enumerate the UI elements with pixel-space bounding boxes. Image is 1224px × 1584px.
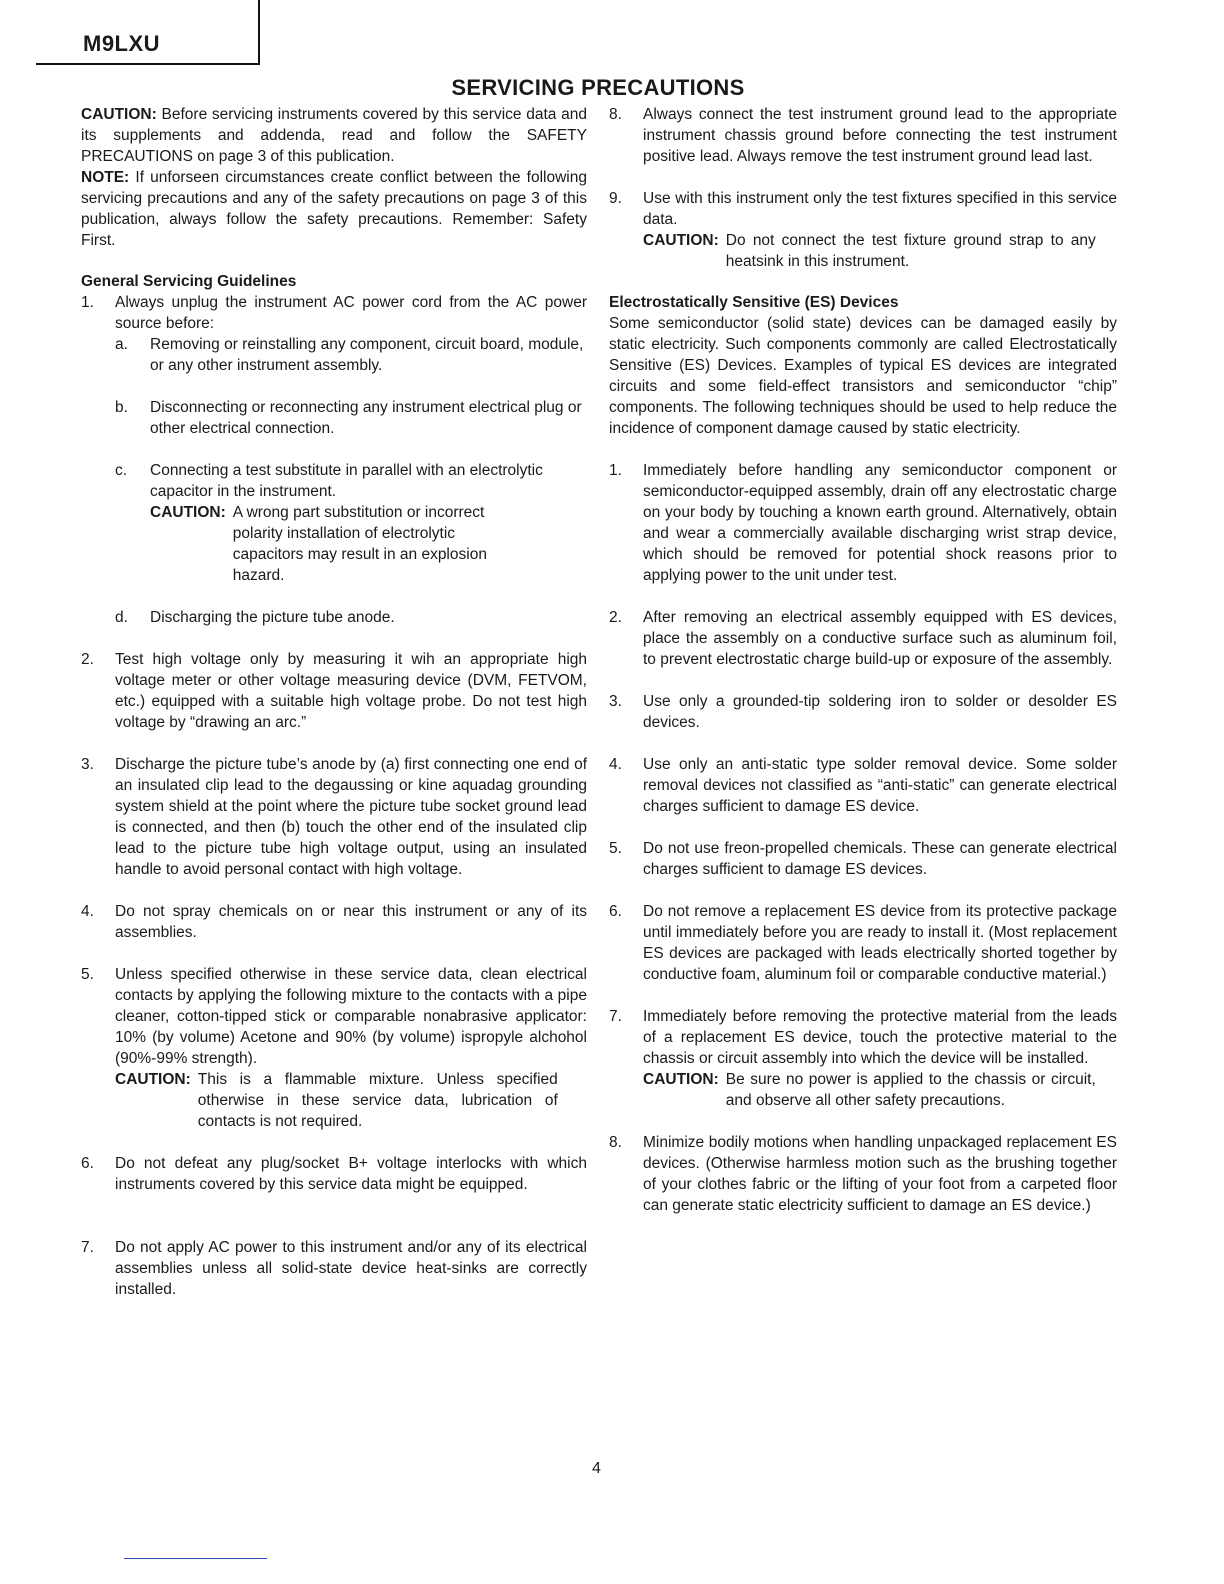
general-item-1: 1. Always unplug the instrument AC power cord from the AC power source before: a. Removing or reinstalling any component, circuit board, module, or any other instrument assembly. b. Disconnecting or reconnecting any instrument electrical plug or other electrical connection. c. Connecting a test substitute in parallel with an electrolytic capacitor in the instrument. CAUTION: A wrong part substitution or incorrect polarity installation of electrolytic capacitors may result in an explosion hazard. d. Discharging the picture tube anode. — [81, 294, 587, 626]
es-item-1: 1. Immediately before handling any semiconductor component or semiconductor-equipped assembly, drain off any electrostatic charge on your body by touching a known earth ground. Alternatively, obtain and wear a commercially available discharging wrist strap device, which should be removed for potential shock reasons prior to applying power to the unit under test. — [609, 462, 1117, 584]
es-item-4: 4. Use only an anti-static type solder removal device. Some solder removal devices not classified as “anti-static” can generate electrical charges sufficient to damage ES device. — [609, 756, 1117, 815]
general-item-7: 7. Do not apply AC power to this instrument and/or any of its electrical assemblies unless all solid-state device heat-sinks are correctly installed. — [81, 1239, 587, 1298]
item9-caution: CAUTION: Do not connect the test fixture ground strap to any heatsink in this instrument. — [643, 232, 1096, 270]
general-sub-b: b. Disconnecting or reconnecting any instrument electrical plug or other electrical connection. — [115, 399, 582, 437]
general-item-5: 5. Unless specified otherwise in these service data, clean electrical contacts by applying the following mixture to the contacts with a pipe cleaner, cotton-tipped stick or comparable nonabrasive applicator: 10% (by volume) Acetone and 90% (by volume) ispropyle alchohol (90%-99% strength). CAUTION: This is a flammable mixture. Unless specified otherwise in these service data, lubrication of contacts is not required. — [81, 966, 587, 1130]
model-number: M9LXU — [83, 31, 161, 56]
item5-caution: CAUTION: This is a flammable mixture. Unless specified otherwise in these service data, lubrication of contacts is not required. — [115, 1071, 558, 1130]
general-item-4: 4. Do not spray chemicals on or near this instrument or any of its assemblies. — [81, 903, 587, 941]
page-title: SERVICING PRECAUTIONS — [451, 75, 745, 100]
es-item-6: 6. Do not remove a replacement ES device from its protective package until immediately before you are ready to install it. (Most replacement ES devices are packaged with leads electrically shorted together by conductive foam, aluminum foil or comparable conductive material.) — [609, 903, 1117, 983]
sub-c-caution: CAUTION: A wrong part substitution or incorrect polarity installation of electrolytic capacitors may result in an explosion hazard. — [150, 504, 487, 584]
general-item-6: 6. Do not defeat any plug/socket B+ voltage interlocks with which instruments covered by this service data might be equipped. — [81, 1155, 587, 1193]
general-sub-c: c. Connecting a test substitute in parallel with an electrolytic capacitor in the instrument. CAUTION: A wrong part substitution or incorrect polarity installation of electrolytic capacitors may result in an explosion hazard. — [115, 460, 587, 586]
model-header-box — [36, 0, 260, 65]
right-column — [609, 104, 1117, 1216]
es-item-8: 8. Minimize bodily motions when handling unpackaged replacement ES devices. (Otherwise harmless motion such as the brushing together of your clothes fabric or the lifting of your foot from a carpeted floor can generate static electricity sufficient to damage an ES device.) — [609, 1134, 1117, 1214]
general-item-8: 8. Always connect the test instrument ground lead to the appropriate instrument chassis ground before connecting the test instrument positive lead. Always remove the test instrument ground lead last. — [609, 106, 1117, 165]
general-item-9: 9. Use with this instrument only the test fixtures specified in this service data. CAUTION: Do not connect the test fixture ground strap to any heatsink in this instrument. — [609, 190, 1117, 270]
page-number: 4 — [592, 1460, 601, 1477]
general-item-2: 2. Test high voltage only by measuring it wih an appropriate high voltage meter or other voltage measuring device (DVM, FETVOM, etc.) equipped with a suitable high voltage probe. Do not test high voltage by “drawing an arc.” — [81, 651, 587, 731]
general-sub-d: d. Discharging the picture tube anode. — [115, 609, 395, 626]
footer-divider — [124, 1558, 267, 1559]
es-item-7: 7. Immediately before removing the protective material from the leads of a replacement ES device, touch the protective material to the chassis or circuit assembly into which the device will be installed. CAUTION: Be sure no power is applied to the chassis or circuit, and observe all other safety precautions. — [609, 1008, 1117, 1109]
intro-caution: CAUTION: Before servicing instruments covered by this service data and its supplements and addenda, read and follow the SAFETY PRECAUTIONS on page 3 of this publication. — [81, 106, 587, 165]
general-item-3: 3. Discharge the picture tube’s anode by (a) first connecting one end of an insulated clip lead to the degaussing or kine aquadag grounding system shield at the point where the picture tube socket ground lead is connected, and then (b) touch the other end of the insulated clip lead to the picture tube high voltage output, using an insulated handle to avoid personal contact with high voltage. — [81, 756, 587, 878]
es-item-3: 3. Use only a grounded-tip soldering iron to solder or desolder ES devices. — [609, 693, 1117, 731]
left-column — [81, 104, 587, 1300]
es-intro: Some semiconductor (solid state) devices can be damaged easily by static electricity. Such components commonly are called Electrostatically Sensitive (ES) Devices. Examples of typical ES devices are integrated circuits and some field-effect transistors and semiconductor “chip” components. The following techniques should be used to help reduce the incidence of component damage caused by static electricity. — [609, 315, 1117, 437]
es-item7-caution: CAUTION: Be sure no power is applied to the chassis or circuit, and observe all other safety precautions. — [643, 1071, 1096, 1109]
general-sub-a: a. Removing or reinstalling any component, circuit board, module, or any other instrument assembly. — [115, 336, 584, 374]
general-guidelines-heading: General Servicing Guidelines — [81, 273, 297, 290]
es-item-5: 5. Do not use freon-propelled chemicals. These can generate electrical charges sufficient to damage ES devices. — [609, 840, 1117, 878]
intro-note: NOTE: If unforseen circumstances create conflict between the following servicing precautions and any of the safety precautions on page 3 of this publication, always follow the safety precautions. Remember: Safety First. — [81, 169, 587, 249]
es-devices-heading: Electrostatically Sensitive (ES) Devices — [609, 294, 899, 311]
es-item-2: 2. After removing an electrical assembly equipped with ES devices, place the assembly on a conductive surface such as aluminum foil, to prevent electrostatic charge build-up or exposure of the assembly. — [609, 609, 1117, 668]
